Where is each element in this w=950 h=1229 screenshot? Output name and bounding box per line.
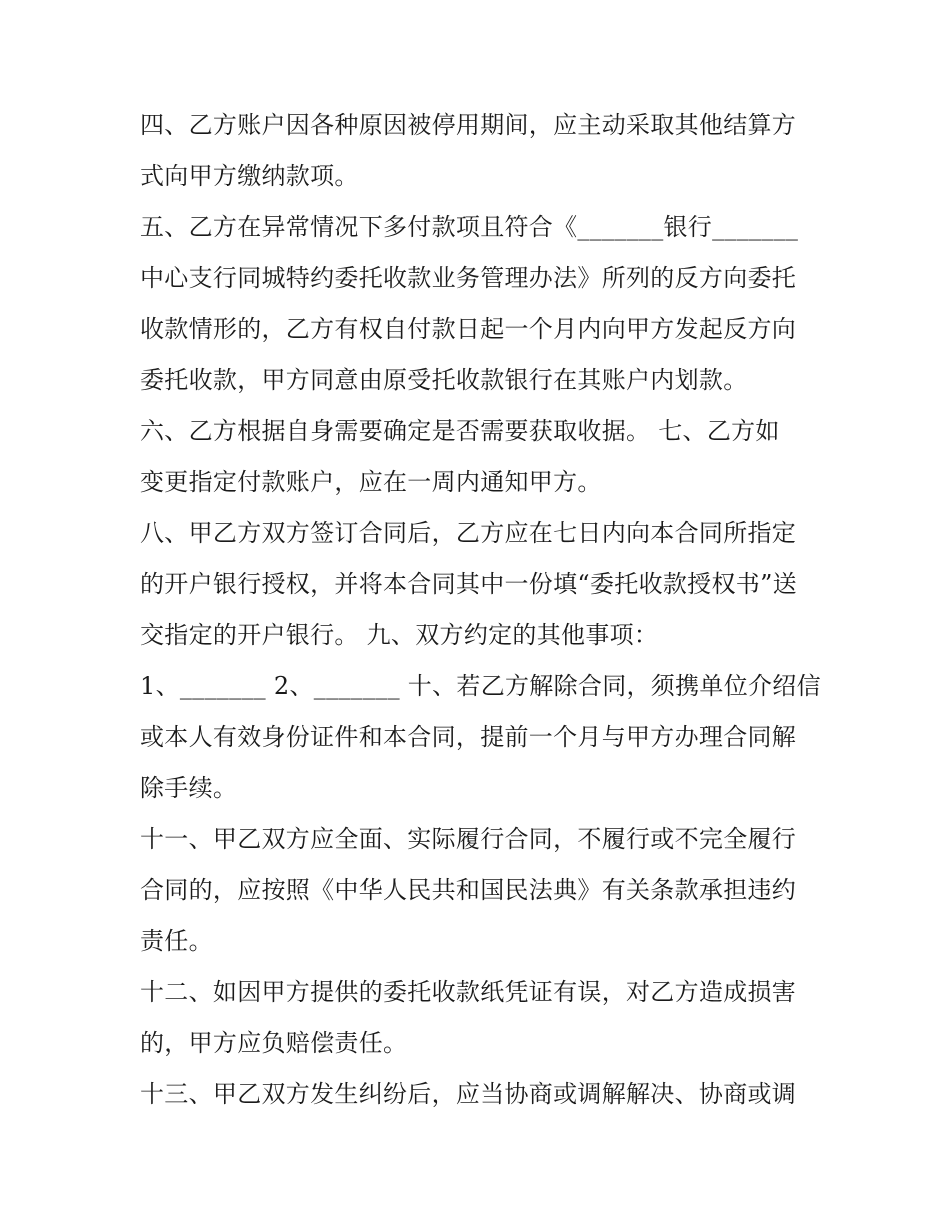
text-line: 合同的，应按照《中华人民共和国民法典》有关条款承担违约 [140, 876, 797, 904]
text-line: 式向甲方缴纳款项。 [140, 162, 359, 190]
text-line: 委托收款，甲方同意由原受托收款银行在其账户内划款。 [140, 366, 748, 394]
text-line: 十三、甲乙双方发生纠纷后，应当协商或调解解决、协商或调 [140, 1080, 797, 1108]
text-line: 的，甲方应负赔偿责任。 [140, 1029, 408, 1057]
text-line: 或本人有效身份证件和本合同，提前一个月与甲方办理合同解 [140, 723, 797, 751]
text-line: 六、乙方根据自身需要确定是否需要获取收据。 七、乙方如 [140, 417, 780, 445]
text-line: 变更指定付款账户，应在一周内通知甲方。 [140, 468, 602, 496]
text-line: 除手续。 [140, 774, 238, 802]
text-line: 收款情形的，乙方有权自付款日起一个月内向甲方发起反方向 [140, 315, 797, 343]
text-line: 中心支行同城特约委托收款业务管理办法》所列的反方向委托 [140, 264, 797, 292]
document-body [140, 100, 820, 1120]
text-line: 四、乙方账户因各种原因被停用期间，应主动采取其他结算方 [140, 111, 797, 139]
text-line: 十一、甲乙双方应全面、实际履行合同，不履行或不完全履行 [140, 825, 797, 853]
text-line: 的开户银行授权，并将本合同其中一份填“委托收款授权书”送 [140, 570, 797, 598]
text-line: 五、乙方在异常情况下多付款项且符合《_______银行_______ [140, 213, 799, 241]
text-line: 交指定的开户银行。 九、双方约定的其他事项： [140, 621, 659, 649]
text-line: 责任。 [140, 927, 213, 955]
text-line: 八、甲乙方双方签订合同后，乙方应在七日内向本合同所指定 [140, 519, 797, 547]
text-line: 1、_______ 2、_______ 十、若乙方解除合同，须携单位介绍信 [140, 672, 821, 700]
text-line: 十二、如因甲方提供的委托收款纸凭证有误，对乙方造成损害 [140, 978, 797, 1006]
